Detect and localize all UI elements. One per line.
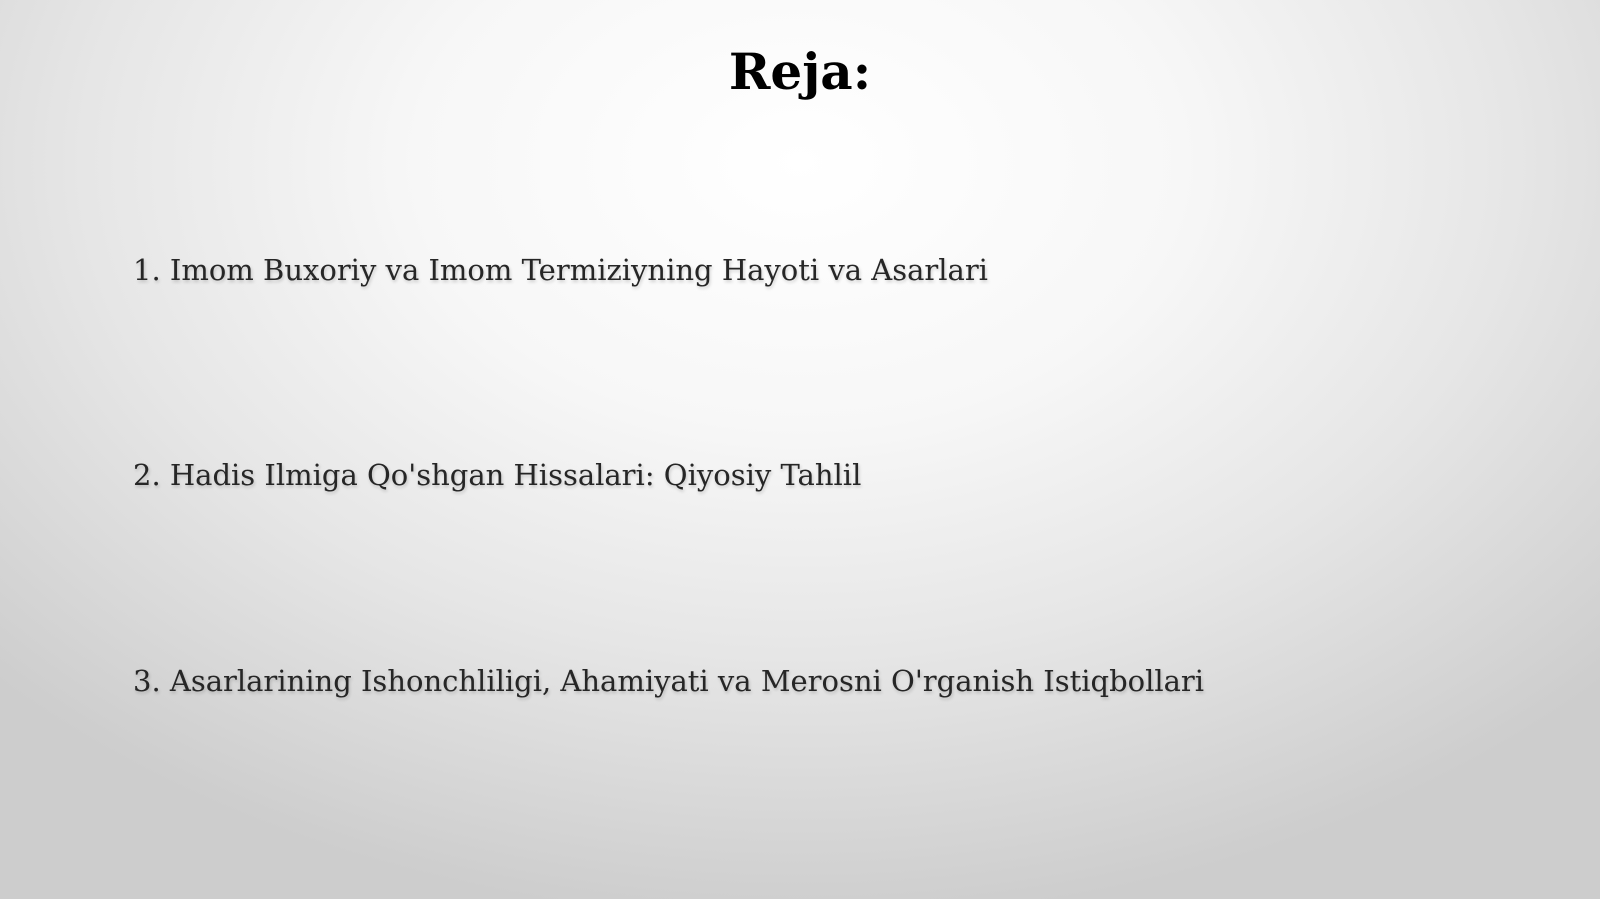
slide-title: Reja: — [728, 42, 872, 101]
plan-item-2: 2. Hadis Ilmiga Qo'shgan Hissalari: Qiyosiy Tahlil — [133, 458, 862, 492]
plan-item-1: 1. Imom Buxoriy va Imom Termiziyning Hayoti va Asarlari — [133, 253, 988, 287]
plan-item-3: 3. Asarlarining Ishonchliligi, Ahamiyati va Merosni O'rganish Istiqbollari — [133, 664, 1205, 698]
